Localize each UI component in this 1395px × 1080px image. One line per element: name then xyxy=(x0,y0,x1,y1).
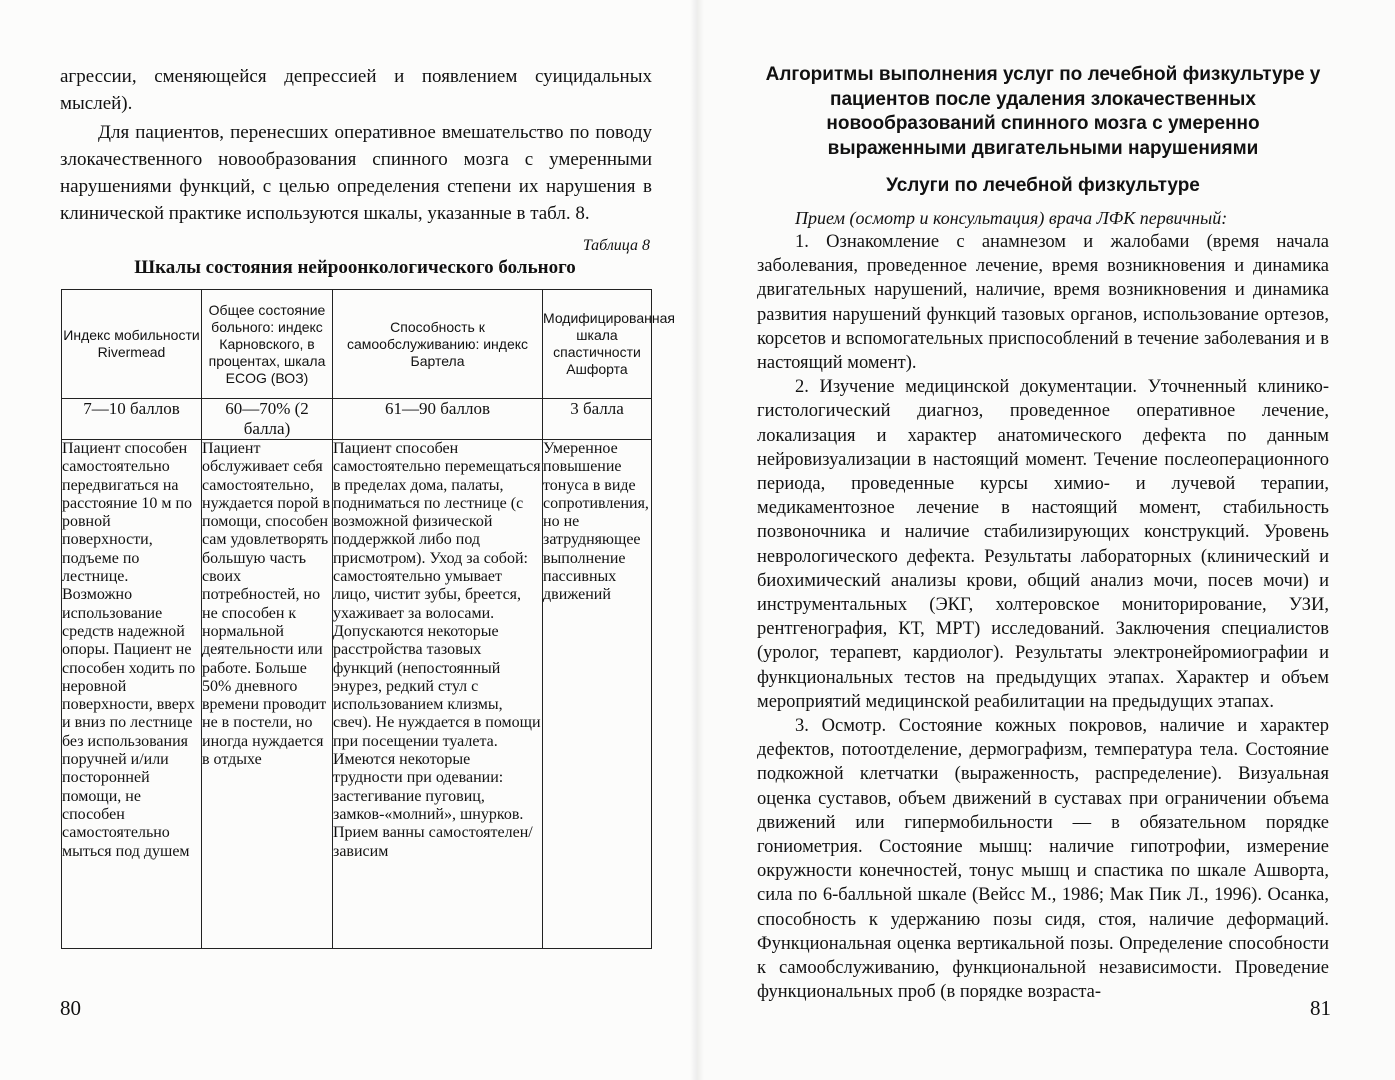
table-header-cell: Способность к самообслуживанию: индекс Бартела xyxy=(333,290,543,399)
left-body-text xyxy=(60,63,652,227)
table-score-cell: 7—10 баллов xyxy=(62,399,202,440)
table-description-row xyxy=(62,440,652,949)
paragraph-2: 2. Изучение медицинской документации. Уточненный клинико-гистологический диагноз, проведенное оперативное лечение, локализация и характер анатомического дефекта по данным нейровизуализации в настоящий момент. Течение послеоперационного периода, проведенные курсы химио- и лучевой терапии, медикаментозное лечение в настоящий момент, стабильность позвоночника и наличие стабилизирующих конструкций. Уровень неврологического дефекта. Результаты лабораторных (клинический и биохимический анализы крови, общий анализ мочи, посев мочи) и инструментальных (ЭКГ, холтеровское мониторирование, УЗИ, рентгенография, КТ, МРТ) исследований. Заключения специалистов (уролог, терапевт, кардиолог). Результаты электронейромиографии и функциональных тестов на предыдущих этапах. Характер и объем мероприятий медицинской реабилитации на предыдущих этапах. xyxy=(757,377,1329,712)
page-number-right: 81 xyxy=(1310,996,1331,1020)
table-header-cell: Общее состояние больного: индекс Карновского, в процентах, шкала ECOG (ВОЗ) xyxy=(202,290,333,399)
right-body-text xyxy=(757,63,1329,1005)
table-title: Шкалы состояния нейроонкологического больного xyxy=(134,257,576,278)
subsection-title: Услуги по лечебной физкультуре xyxy=(886,175,1200,196)
table-number: Таблица 8 xyxy=(582,237,650,254)
paragraph-3: 3. Осмотр. Состояние кожных покровов, наличие и характер дефектов, потоотделение, дермографизм, температура тела. Состояние подкожной клетчатки (выраженность, распределение). Визуальная оценка суставов, объем движений в суставах при ограничении объема движений или гипермобильности — в обязательном порядке гониометрия. Состояние мышц: наличие гипотрофии, измерение окружности конечностей, тонус мышц и спастика по шкале Ашворта, сила по 6-балльной шкале (Вейсс М., 1986; Мак Пик Л., 1996). Осанка, способность к удержанию позы сидя, стоя, наличие деформаций. Функциональная оценка вертикальной позы. Определение способности к самообслуживанию, функциональной независимости. Проведение функциональных проб (в порядке возраста- xyxy=(757,716,1329,1003)
intro-paragraph: Для пациентов, перенесших оперативное вмешательство по поводу злокачественного новообразования спинного мозга с умеренными нарушениями функций, с целью определения степени их нарушения в клинической практике используются шкалы, указанные в табл. 8. xyxy=(60,122,652,224)
section-title: Алгоритмы выполнения услуг по лечебной физкультуре у пациентов после удаления злокачественных новообразований спинного мозга с умеренно выраженными двигательными нарушениями xyxy=(765,64,1321,159)
paragraph-1: 1. Ознакомление с анамнезом и жалобами (время начала заболевания, проведенное лечение, время возникновения и динамика двигательных нарушений, наличие, время возникновения и динамика развития нарушений функций тазовых органов, использование ортезов, корсетов и вспомогательных приспособлений в течение заболевания и в настоящий момент). xyxy=(757,232,1329,374)
intro-italic: Прием (осмотр и консультация) врача ЛФК первичный: xyxy=(795,208,1228,228)
table-score-row xyxy=(62,399,652,440)
table-description-cell: Умеренное повышение тонуса в виде сопротивления, но не затрудняющее выполнение пассивных движений xyxy=(543,440,652,949)
table-description-cell: Пациент способен самостоятельно перемещаться в пределах дома, палаты, подниматься по лестнице (с возможной физической поддержкой либо под присмотром). Уход за собой: самостоятельно умывает лицо, чистит зубы, бреется, ухаживает за волосами. Допускаются некоторые расстройства тазовых функций (непостоянный энурез, редкий стул с использованием клизмы, свеч). Не нуждается в помощи при посещении туалета. Имеются некоторые трудности при одевании: застегивание пуговиц, замков-«молний», шнурков. Прием ванны самостоятелен/зависим xyxy=(333,440,543,949)
page-number-left: 80 xyxy=(60,996,81,1020)
table-description-cell: Пациент способен самостоятельно передвигаться на расстояние 10 м по ровной поверхности, подъеме по лестнице. Возможно использование средств надежной опоры. Пациент не способен ходить по неровной поверхности, вверх и вниз по лестнице без использования поручней и/или посторонней помощи, не способен самостоятельно мыться под душем xyxy=(62,440,202,949)
table-score-cell: 60—70% (2 балла) xyxy=(202,399,333,440)
table-score-cell: 3 балла xyxy=(543,399,652,440)
book-gutter xyxy=(690,0,704,1080)
table-header-cell: Индекс мобильности Rivermead xyxy=(62,290,202,399)
table-header-cell: Модифицированная шкала спастичности Ашфорта xyxy=(543,290,652,399)
scales-table xyxy=(61,289,675,949)
table-description-cell: Пациент обслуживает себя самостоятельно, нуждается порой в помощи, способен сам удовлетворять большую часть своих потребностей, но не способен к нормальной деятельности или работе. Больше 50% дневного времени проводит не в постели, но иногда нуждается в отдыхе xyxy=(202,440,333,949)
table-header-row xyxy=(62,290,652,399)
left-page xyxy=(0,0,697,1080)
right-page xyxy=(697,0,1395,1080)
continuation-paragraph: агрессии, сменяющейся депрессией и появлением суицидальных мыслей). xyxy=(60,66,652,114)
table-score-cell: 61—90 баллов xyxy=(333,399,543,440)
